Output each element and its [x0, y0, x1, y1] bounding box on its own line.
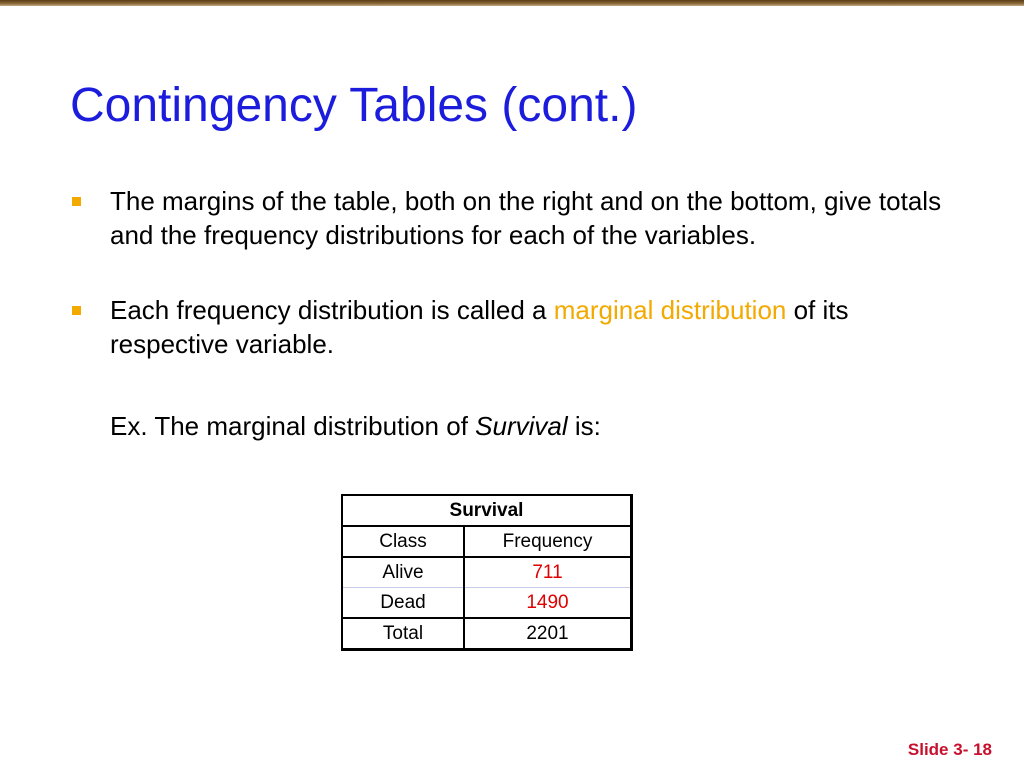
example-line — [110, 409, 601, 443]
bullet-1-text: The margins of the table, both on the right and on the bottom, give totals and the frequency distributions for each of the variables. — [110, 186, 942, 250]
table-row — [342, 557, 632, 588]
bullet-point-1 — [110, 184, 970, 252]
survival-table — [341, 494, 633, 651]
table-title-row — [342, 495, 632, 526]
column-header-frequency: Frequency — [464, 526, 632, 557]
slide-title: Contingency Tables (cont.) — [70, 79, 638, 132]
row-class-cell: Dead — [342, 588, 464, 619]
row-frequency-cell: 711 — [464, 557, 632, 588]
slide-number: Slide 3- 18 — [907, 740, 992, 759]
table-row — [342, 588, 632, 619]
example-suffix: is: — [567, 411, 601, 441]
column-header-class: Class — [342, 526, 464, 557]
top-border-bar — [0, 0, 1024, 6]
table-title: Survival — [342, 495, 632, 526]
bullet-square-icon — [72, 197, 81, 206]
example-prefix: Ex. The marginal distribution of — [110, 411, 476, 441]
bullet-square-icon — [72, 306, 81, 315]
example-emphasis: Survival — [475, 411, 568, 441]
bullet-2-text-before: Each frequency distribution is called a — [110, 295, 554, 325]
bullet-point-2 — [110, 293, 970, 361]
marginal-distribution-term: marginal distribution — [553, 295, 787, 325]
total-label-cell: Total — [342, 618, 464, 650]
table-total-row — [342, 618, 632, 650]
row-class-cell: Alive — [342, 557, 464, 588]
table-header-row — [342, 526, 632, 557]
total-frequency-cell: 2201 — [464, 618, 632, 650]
bullet-2-text-after: of its respective variable. — [110, 295, 849, 359]
row-frequency-cell: 1490 — [464, 588, 632, 619]
